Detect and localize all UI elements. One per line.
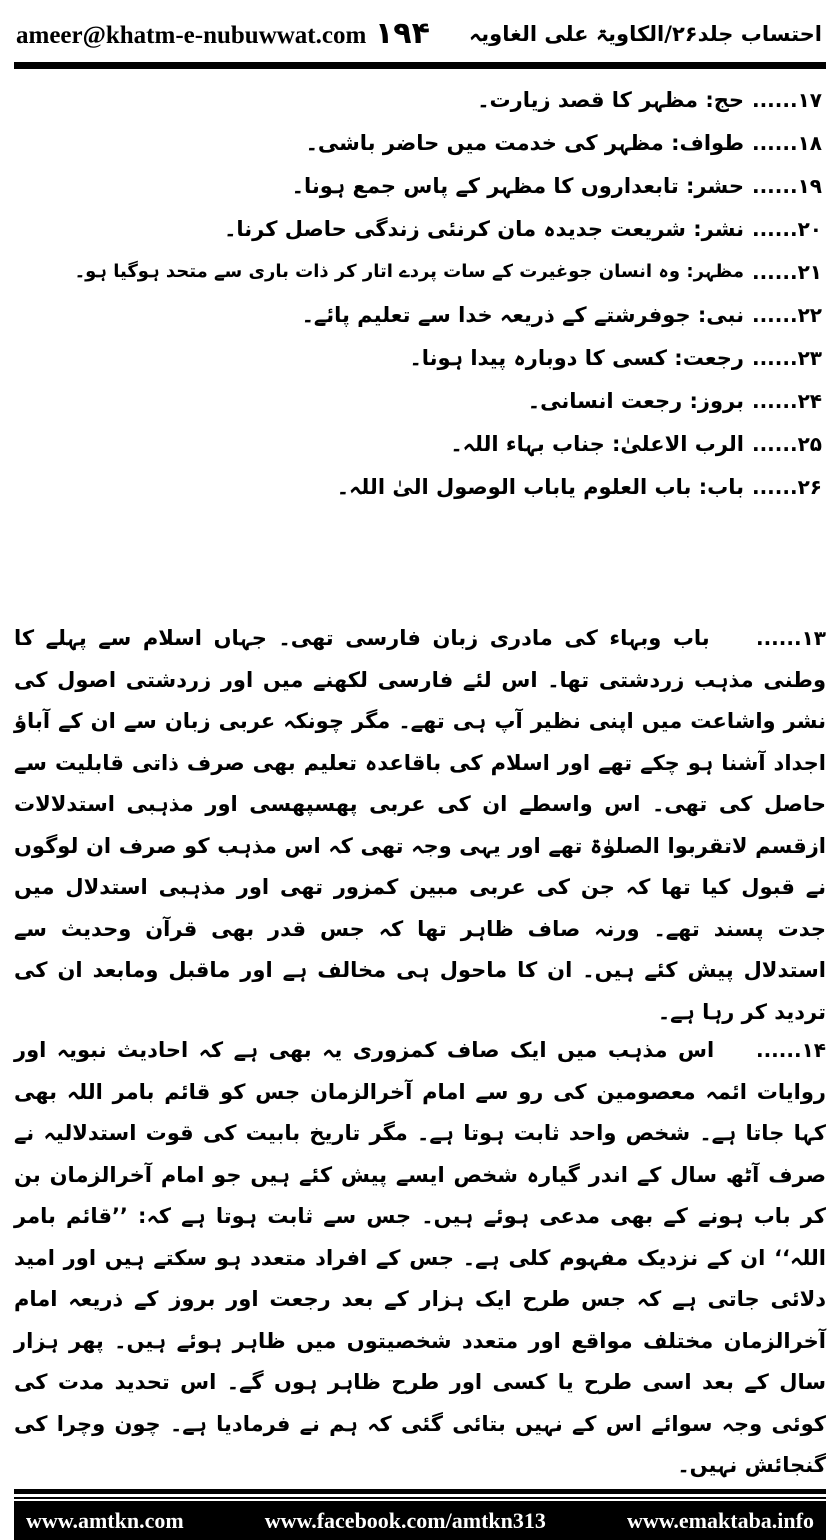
footer-bar (14, 1501, 826, 1540)
list-item (14, 164, 826, 207)
item-text: باب: باب العلوم یاباب الوصول الیٰ اللہ۔ (336, 474, 744, 499)
paragraph-text: باب وبہاء کی مادری زبان فارسی تھی۔ جہاں اسلام سے پہلے کا وطنی مذہب زردشتی تھا۔ اس لئے فارسی لکھنے میں اور زردشتی اصول کی نشر واشاعت میں اپنی نظیر آپ ہی تھے۔ مگر چونکہ عربی زبان سے ان کے آباؤ اجداد آشنا ہو چکے تھے اور اسلام کی باقاعدہ تعلیم بھی صرف ذاتی قابلیت سے حاصل کی تھی۔ اس واسطے ان کی عربی پھسپھسی اور مذہبی استدلالات ازقسم لاتقربوا الصلوٰۃ تھے اور یہی وجہ تھی کہ اس مذہب کو صرف ان لوگوں نے قبول کیا تھا کہ جن کی عربی مبین کمزور تھی اور مذہبی استدلال میں جدت پسند تھے۔ ورنہ صاف ظاہر تھا کہ جس قدر بھی قرآن وحدیث سے استدلال پیش کئے ہیں۔ ان کا ماحول ہی مخالف ہے اور ماقبل ومابعد ان کی تردید کر رہا ہے۔ (14, 626, 826, 1024)
list-item (14, 465, 826, 508)
list-item (14, 422, 826, 465)
item-number: ۱۸...... (751, 130, 822, 155)
page-header (0, 0, 840, 58)
page-number: ۱۹۴ (375, 16, 430, 51)
item-text: مظہر: وہ انسان جوغیرت کے سات پردے اتار کر ذات باری سے متحد ہوگیا ہو۔ (74, 261, 744, 282)
list-item (14, 379, 826, 422)
item-number: ۲۶...... (751, 474, 822, 499)
book-title: احتساب جلد۲۶/الکاویۃ علی الغاویہ (468, 22, 822, 46)
definition-list (14, 78, 826, 508)
footer-rule-thin (14, 1497, 826, 1499)
item-text: الرب الاعلیٰ: جناب بہاء اللہ۔ (450, 431, 744, 456)
item-number: ۲۰...... (751, 216, 822, 241)
list-item (14, 121, 826, 164)
item-text: نبی: جوفرشتے کے ذریعہ خدا سے تعلیم پائے۔ (301, 302, 744, 327)
item-number: ۱۹...... (751, 173, 822, 198)
item-text: حج: مظہر کا قصد زیارت۔ (477, 87, 744, 112)
paragraph-number: ۱۳...... (755, 626, 826, 650)
paragraph-14 (14, 1030, 826, 1487)
item-text: نشر: شریعت جدیدہ مان کرنئی زندگی حاصل کرنا۔ (224, 216, 744, 241)
paragraph-13 (14, 618, 826, 1033)
item-number: ۲۵...... (751, 431, 822, 456)
item-text: طواف: مظہر کی خدمت میں حاضر باشی۔ (305, 130, 744, 155)
item-number: ۲۳...... (751, 345, 822, 370)
footer-rule (14, 1489, 826, 1494)
paragraph-text: اس مذہب میں ایک صاف کمزوری یہ بھی ہے کہ احادیث نبویہ اور روایات ائمہ معصومین کی رو سے امام آخرالزمان جس کو قائم بامر اللہ بھی کہا جاتا ہے۔ شخص واحد ثابت ہوتا ہے۔ مگر تاریخ بابیت کی قوت استدلالیہ نے صرف آٹھ سال کے اندر گیارہ شخص ایسے پیش کئے ہیں جو امام آخرالزمان بن کر باب ہونے کے بھی مدعی ہوئے ہیں۔ جس سے ثابت ہوتا ہے کہ: ’’قائم بامر اللہ‘‘ ان کے نزدیک مفہوم کلی ہے۔ جس کے افراد متعدد ہو سکتے ہیں اور امید دلائی جاتی ہے کہ جس طرح ایک ہزار کے بعد رجعت اور بروز کے ذریعہ امام آخرالزمان مختلف مواقع اور متعدد شخصیتوں میں ظاہر ہوئے ہیں۔ پھر ہزار سال کے بعد اسی طرح یا کسی اور طرح ظاہر ہوں گے۔ اس تحدید مدت کی کوئی وجہ سوائے اس کے نہیں بتائی گئی کہ ہم نے فرمادیا ہے۔ چون وچرا کی گنجائش نہیں۔ (14, 1038, 826, 1477)
list-item (14, 207, 826, 250)
footer-link-emaktaba[interactable]: www.emaktaba.info (626, 1507, 814, 1533)
list-item (14, 250, 826, 293)
item-number: ۲۴...... (751, 388, 822, 413)
list-item (14, 336, 826, 379)
item-text: حشر: تابعداروں کا مظہر کے پاس جمع ہونا۔ (291, 173, 744, 198)
header-email: ameer@khatm-e-nubuwwat.com (16, 22, 367, 49)
list-item (14, 78, 826, 121)
header-rule (14, 62, 826, 69)
item-text: رجعت: کسی کا دوبارہ پیدا ہونا۔ (409, 345, 744, 370)
footer-link-facebook[interactable]: www.facebook.com/amtkn313 (264, 1507, 546, 1533)
paragraph-number: ۱۴...... (755, 1038, 826, 1062)
list-item (14, 293, 826, 336)
item-number: ۲۲...... (751, 302, 822, 327)
item-number: ۲۱...... (751, 259, 822, 284)
item-text: بروز: رجعت انسانی۔ (527, 388, 744, 413)
footer-link-amtkn[interactable]: www.amtkn.com (26, 1507, 184, 1533)
item-number: ۱۷...... (751, 87, 822, 112)
